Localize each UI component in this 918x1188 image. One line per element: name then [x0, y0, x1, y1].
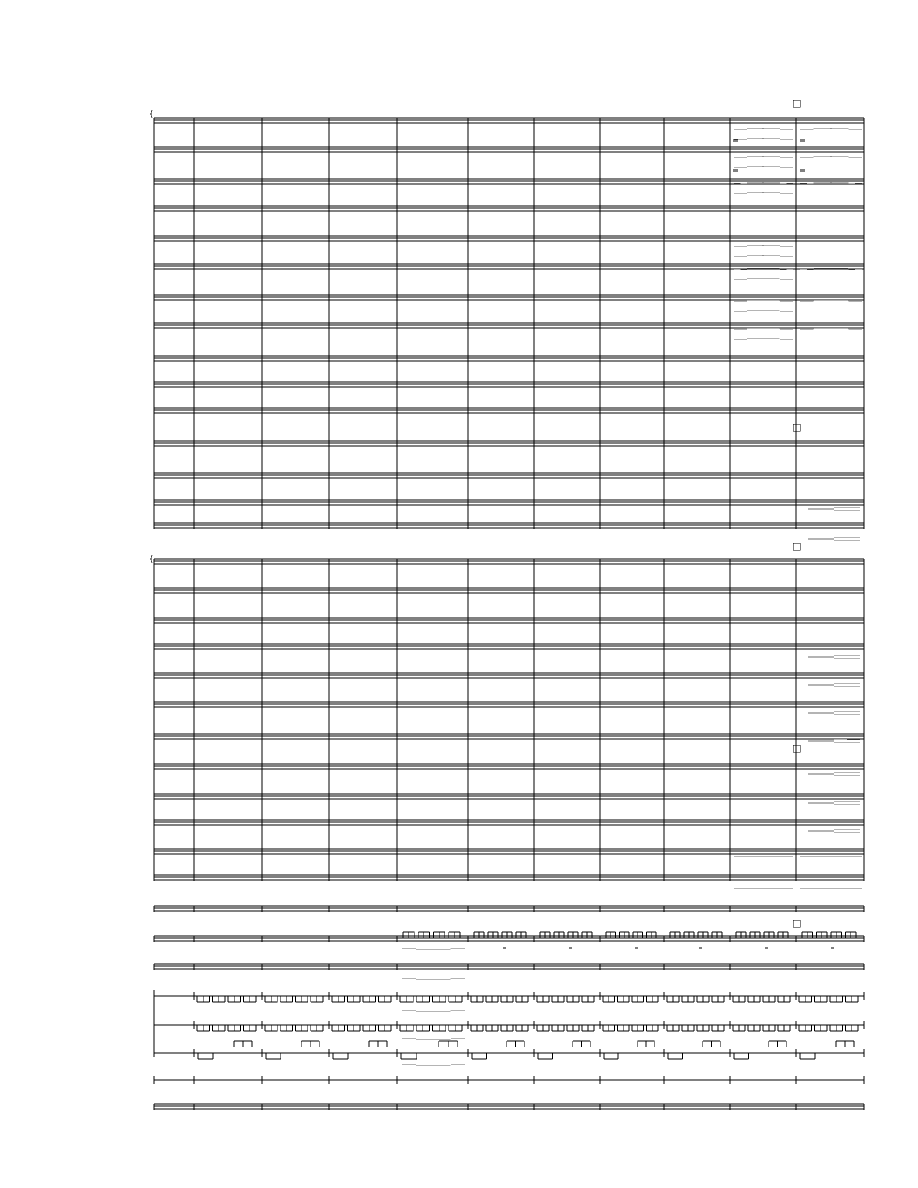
orchestra-system-1 [151, 110, 864, 529]
slur-icon [734, 256, 793, 258]
slur-icon [402, 1038, 465, 1040]
rehearsal-box-icon [793, 745, 800, 752]
hairpin-icon [808, 801, 860, 805]
orchestra-system-2 [151, 555, 864, 881]
slur-icon [800, 888, 862, 889]
rehearsal-box-icon [793, 424, 800, 431]
hairpin-icon [808, 683, 860, 687]
brace-icon [151, 110, 152, 118]
slur-icon [734, 193, 793, 195]
slur-icon [402, 978, 465, 980]
slur-icon [734, 129, 793, 131]
slur-icon [734, 888, 793, 889]
systems-layer [151, 110, 864, 1110]
percussion-system [154, 906, 864, 1110]
hairpin-icon [808, 772, 860, 776]
rehearsal-box-icon [793, 100, 800, 107]
slur-icon [734, 339, 793, 341]
slur-icon [734, 311, 793, 313]
rehearsal-box-icon [793, 920, 800, 927]
slur-icon [734, 856, 793, 857]
hairpin-icon [808, 655, 860, 659]
slur-icon [402, 948, 465, 950]
notation-marks-layer [197, 100, 862, 1066]
slur-icon [402, 1064, 465, 1066]
slur-icon [800, 856, 862, 857]
slur-icon [734, 279, 793, 281]
slur-icon [734, 157, 793, 159]
slur-icon [800, 129, 862, 131]
slur-icon [734, 167, 793, 169]
hairpin-icon [808, 711, 860, 715]
hairpin-icon [808, 537, 860, 541]
slur-icon [734, 246, 793, 248]
slur-icon [734, 139, 793, 141]
hairpin-icon [808, 507, 860, 511]
brace-icon [151, 555, 152, 563]
slur-icon [800, 157, 862, 159]
rehearsal-box-icon [793, 543, 800, 550]
slur-icon [402, 1010, 465, 1012]
hairpin-icon [808, 829, 860, 833]
